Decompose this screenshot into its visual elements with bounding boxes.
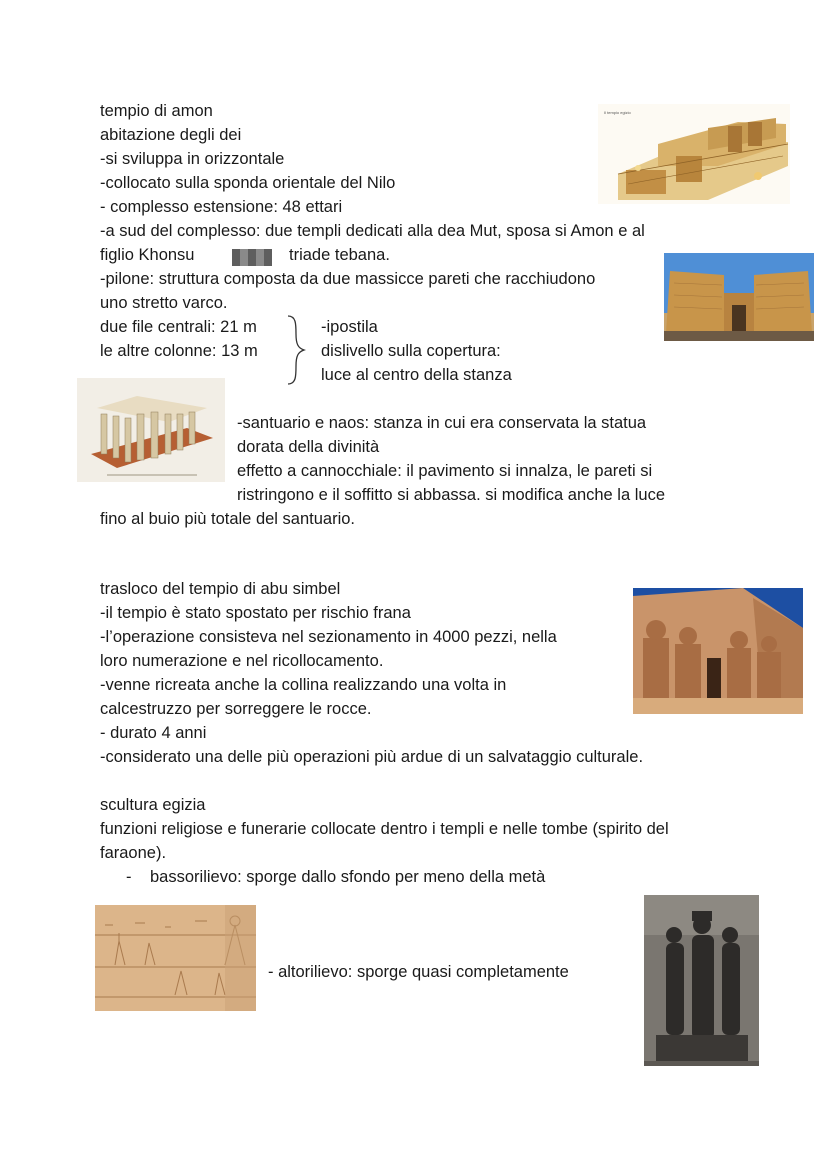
temple-line: - complesso estensione: 48 ettari	[100, 198, 343, 216]
sculpture-heading: scultura egizia	[100, 796, 206, 814]
abu-simbel-heading: trasloco del tempio di abu simbel	[100, 580, 341, 598]
sanctuary-line: effetto a cannocchiale: il pavimento si innalza, le pareti si	[237, 462, 653, 480]
abu-simbel-line: calcestruzzo per sorreggere le rocce.	[100, 700, 372, 718]
columns-line: due file centrali: 21 m	[100, 318, 257, 336]
hypostyle-line: luce al centro della stanza	[321, 366, 512, 384]
abu-simbel-line: loro numerazione e nel ricollocamento.	[100, 652, 384, 670]
temple-heading: tempio di amon	[100, 102, 213, 120]
temple-line: -collocato sulla sponda orientale del Nilo	[100, 174, 396, 192]
khonsu-line-end: triade tebana.	[289, 246, 390, 264]
bas-relief-photo	[95, 905, 256, 1011]
sculpture-line: faraone).	[100, 844, 167, 862]
khonsu-line-start: figlio Khonsu	[100, 246, 195, 264]
temple-line: abitazione degli dei	[100, 126, 242, 144]
temple-line: uno stretto varco.	[100, 294, 228, 312]
abu-simbel-line: -l’operazione consisteva nel sezionamento in 4000 pezzi, nella	[100, 628, 557, 646]
temple-line: -si sviluppa in orizzontale	[100, 150, 285, 168]
temple-line: -pilone: struttura composta da due massicce pareti che racchiudono	[100, 270, 596, 288]
statue-group-photo	[644, 895, 759, 1066]
temple-image-caption: Il tempio egizio	[604, 110, 631, 115]
hypostyle-line: -ipostila	[321, 318, 378, 336]
sanctuary-line: -santuario e naos: stanza in cui era conservata la statua	[237, 414, 647, 432]
abu-simbel-line: -considerato una delle più operazioni più ardue di un salvataggio culturale.	[100, 748, 644, 766]
sculpture-line: funzioni religiose e funerarie collocate dentro i templi e nelle tombe (spirito del	[100, 820, 669, 838]
sanctuary-line: dorata della divinità	[237, 438, 380, 456]
abu-simbel-line: -venne ricreata anche la collina realizzando una volta in	[100, 676, 507, 694]
columns-line: le altre colonne: 13 m	[100, 342, 258, 360]
sanctuary-line: ristringono e il soffitto si abbassa. si modifica anche la luce	[237, 486, 666, 504]
altorilievo-line: - altorilievo: sporge quasi completamente	[268, 963, 569, 981]
temple-line: -a sud del complesso: due templi dedicati alla dea Mut, sposa si Amon e al	[100, 222, 645, 240]
abu-simbel-line: - durato 4 anni	[100, 724, 207, 742]
redaction-block	[232, 249, 272, 266]
hypostyle-hall-image	[77, 378, 225, 482]
abu-simbel-photo	[633, 588, 803, 714]
hypostyle-line: dislivello sulla copertura:	[321, 342, 501, 360]
temple-complex-image	[598, 104, 790, 204]
sanctuary-line: fino al buio più totale del santuario.	[100, 510, 356, 528]
curly-brace-icon	[284, 314, 306, 386]
bullet-marker: -	[126, 868, 132, 886]
abu-simbel-line: -il tempio è stato spostato per rischio frana	[100, 604, 411, 622]
pylon-photo	[664, 253, 814, 341]
bassorilievo-line: bassorilievo: sporge dallo sfondo per meno della metà	[150, 868, 546, 886]
